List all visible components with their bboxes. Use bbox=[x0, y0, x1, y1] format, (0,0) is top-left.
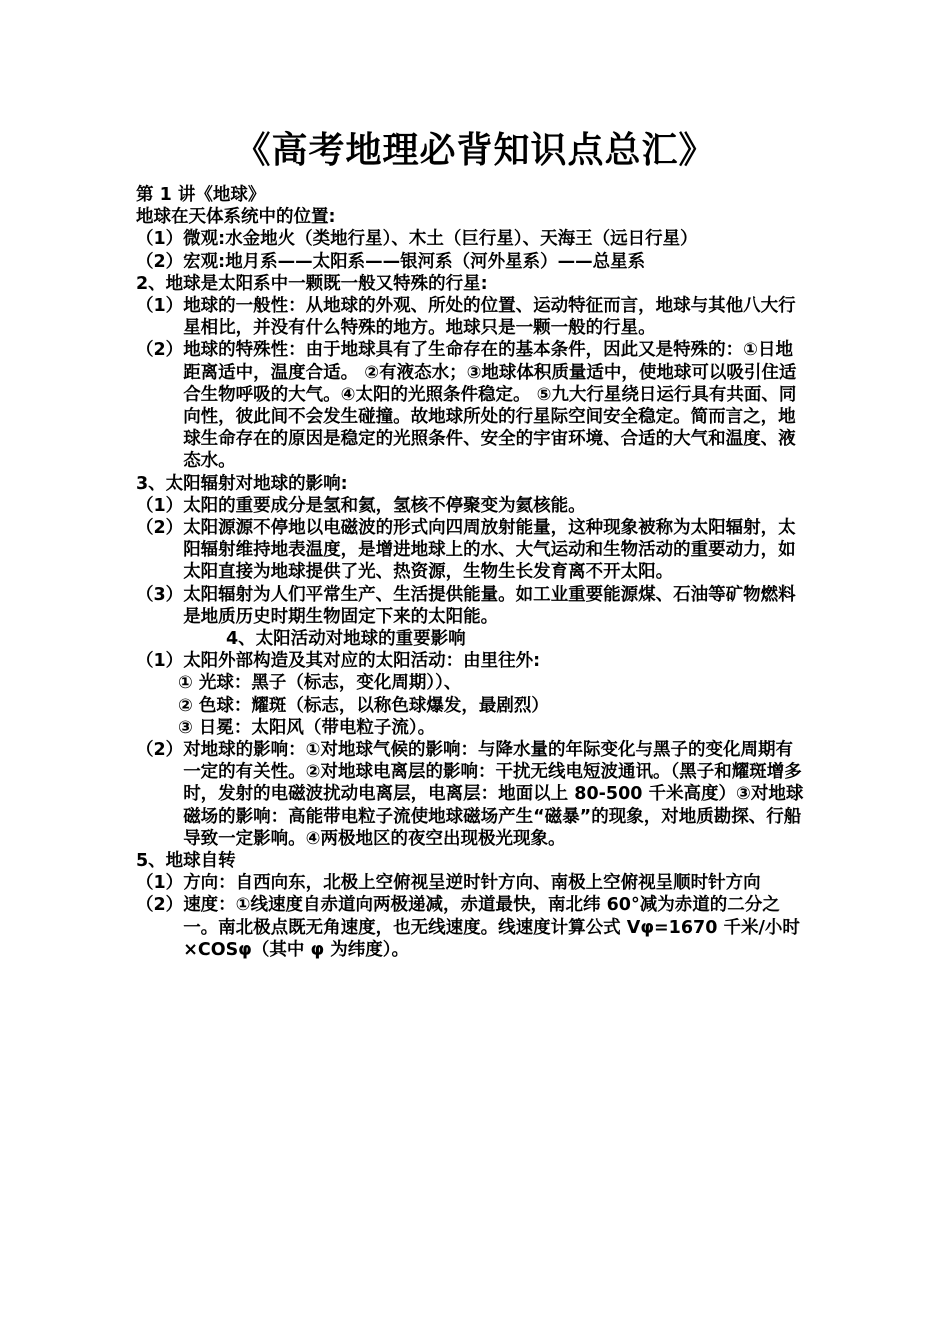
numbered-item bbox=[136, 495, 806, 517]
item-text: 太阳源源不停地以电磁波的形式向四周放射能量，这种现象被称为太阳辐射，太阳辐射维持地表温度，是增进地球上的水、大气运动和生物活动的重要动力，如太阳直接为地球提供了光、热资源，生物生长发育离不开太阳。 bbox=[183, 517, 796, 583]
item-number: （1） bbox=[136, 873, 184, 894]
numbered-item bbox=[136, 584, 806, 628]
text-line: 2、地球是太阳系中一颗既一般又特殊的行星: bbox=[136, 273, 488, 294]
item-text: 太阳外部构造及其对应的太阳活动：由里往外: bbox=[183, 651, 541, 672]
numbered-item bbox=[136, 739, 806, 850]
text-line: 第 1 讲《地球》 bbox=[136, 185, 266, 205]
numbered-item bbox=[136, 872, 806, 894]
item-number: （2） bbox=[136, 739, 184, 760]
item-text: 太阳辐射为人们平常生产、生活提供能量。如工业重要能源煤、石油等矿物燃料是地质历史时期生物固定下来的太阳能。 bbox=[183, 584, 796, 627]
item-number: （3） bbox=[136, 584, 184, 605]
item-text: 方向：自西向东，北极上空俯视呈逆时针方向、南极上空俯视呈顺时针方向 bbox=[183, 873, 761, 894]
item-text: 水金地火（类地行星）、木土（巨行星）、天海王（远日行星） bbox=[225, 229, 698, 250]
text-line: 地球在天体系统中的位置: bbox=[136, 207, 336, 228]
item-text: 地月系——太阳系——银河系（河外星系）——总星系 bbox=[225, 251, 646, 272]
item-number: （2）宏观: bbox=[136, 251, 226, 272]
numbered-item bbox=[136, 894, 806, 961]
item-number: （2） bbox=[136, 895, 184, 916]
sub-item: ① 光球：黑子（标志，变化周期））、 bbox=[178, 673, 462, 694]
item-number: （2） bbox=[136, 517, 184, 538]
numbered-item bbox=[136, 228, 806, 250]
numbered-item bbox=[136, 339, 806, 472]
item-text: 太阳的重要成分是氢和氦，氢核不停聚变为氦核能。 bbox=[183, 495, 586, 516]
item-number: （1） bbox=[136, 651, 184, 672]
text-line: 3、太阳辐射对地球的影响: bbox=[136, 473, 348, 494]
sub-item: ② 色球：耀斑（标志，以称色球爆发，最剧烈） bbox=[178, 695, 549, 716]
item-number: （1）微观: bbox=[136, 229, 226, 250]
item-text: 地球的特殊性：由于地球具有了生命存在的基本条件，因此又是特殊的：①日地距离适中，温度合适。 ②有液态水；③地球体积质量适中，使地球可以吸引住适合生物呼吸的大气。④太阳的光照条件稳定。 ⑤九大行星绕日运行具有共面、同向性，彼此间不会发生碰撞。故地球所处的行星际空间安全稳定。简而言之，地球生命存在的原因是稳定的光照条件、安全的宇宙环境、合适的大气和温度、液态水。 bbox=[183, 340, 797, 472]
item-text: 速度：①线速度自赤道向两极递减，赤道最快，南北纬 60°减为赤道的二分之一。南北极点既无角速度，也无线速度。线速度计算公式 Vφ=1670 千米/小时×COSφ（其中 φ 为纬度）。 bbox=[183, 895, 800, 960]
item-number: （2） bbox=[136, 340, 184, 361]
sub-item: ③ 日冕：太阳风（带电粒子流）。 bbox=[178, 717, 436, 738]
document-body bbox=[136, 184, 806, 961]
text-line: 4、太阳活动对地球的重要影响 bbox=[226, 629, 466, 649]
item-text: 地球的一般性：从地球的外观、所处的位置、运动特征而言，地球与其他八大行星相比，并没有什么特殊的地方。地球只是一颗一般的行星。 bbox=[183, 295, 796, 339]
numbered-item bbox=[136, 650, 806, 672]
numbered-item bbox=[136, 517, 806, 584]
item-number: （1） bbox=[136, 295, 184, 316]
text-line: 5、地球自转 bbox=[136, 850, 236, 871]
item-number: （1） bbox=[136, 495, 184, 516]
numbered-item bbox=[136, 295, 806, 339]
page-title: 《高考地理必背知识点总汇》 bbox=[234, 129, 716, 171]
item-text: 对地球的影响：①对地球气候的影响：与降水量的年际变化与黑子的变化周期有一定的有关性。②对地球电离层的影响：干扰无线电短波通讯。（黑子和耀斑增多时，发射的电磁波扰动电离层，电离层：地面以上 80-500 千米高度）③对地球磁场的影响：高能带电粒子流使地球磁场产生“磁暴”的现象，对地质勘探、行船导致一定影响。④两极地区的夜空出现极光现象。 bbox=[183, 739, 804, 849]
numbered-item bbox=[136, 251, 806, 273]
